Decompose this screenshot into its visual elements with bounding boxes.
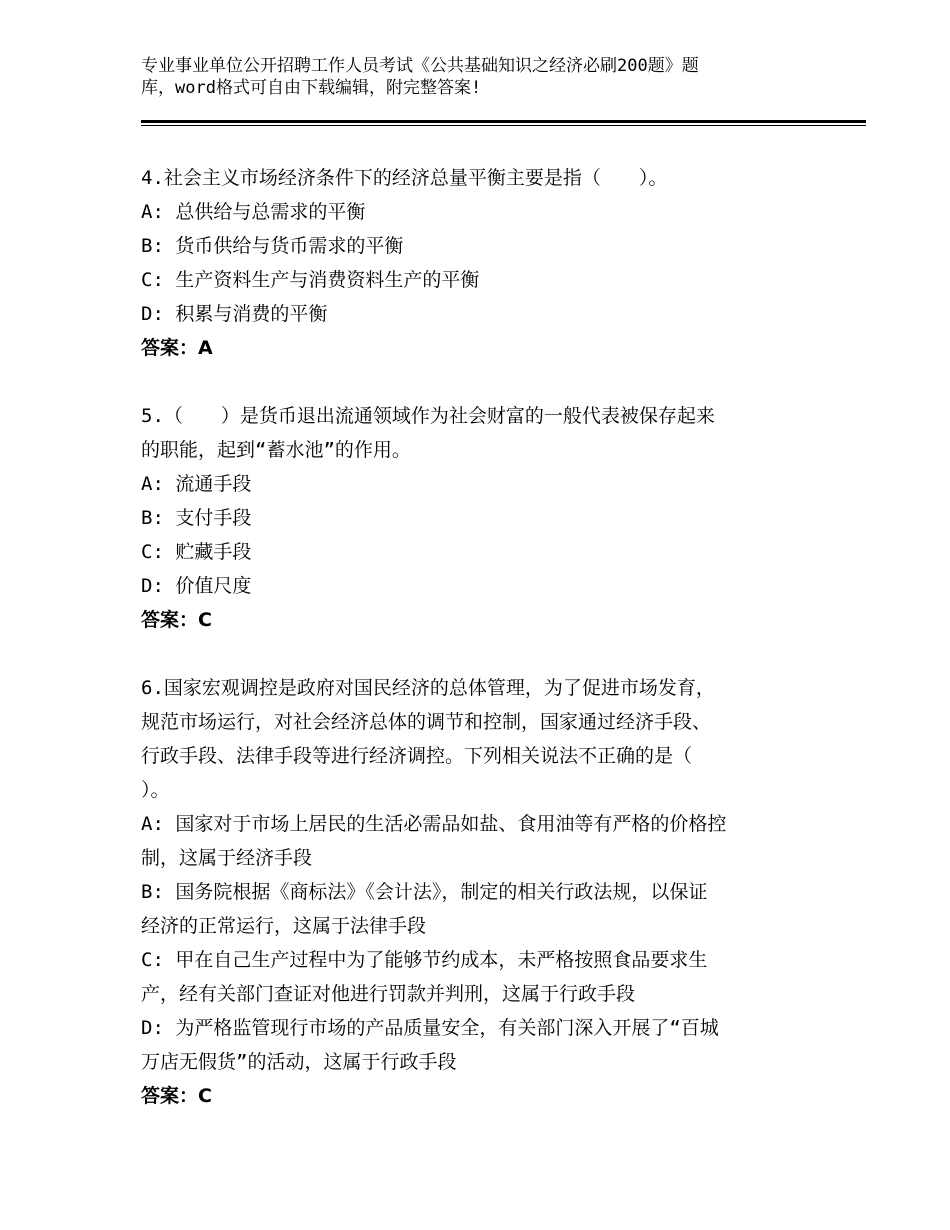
question-stem: ）。 — [141, 779, 170, 801]
question-6 — [141, 671, 811, 1113]
question-4 — [141, 161, 811, 365]
answer-label: 答案：A — [141, 337, 213, 359]
option-d: 万店无假货”的活动，这属于行政手段 — [141, 1051, 457, 1073]
option-c: C: 甲在自己生产过程中为了能够节约成本，未严格按照食品要求生 — [141, 949, 708, 971]
option-a: A: 国家对于市场上居民的生活必需品如盐、食用油等有严格的价格控 — [141, 813, 727, 835]
option-c: C: 生产资料生产与消费资料生产的平衡 — [141, 269, 480, 291]
option-b: 经济的正常运行，这属于法律手段 — [141, 915, 427, 937]
option-c: 产，经有关部门查证对他进行罚款并判刑，这属于行政手段 — [141, 983, 636, 1005]
answer-label: 答案：C — [141, 1085, 212, 1107]
option-c: C: 贮藏手段 — [141, 541, 252, 563]
header-line: 专业事业单位公开招聘工作人员考试《公共基础知识之经济必刷200题》题 — [141, 56, 699, 76]
question-stem: 5.（ ）是货币退出流通领域作为社会财富的一般代表被保存起来 — [141, 405, 715, 427]
question-stem: 行政手段、法律手段等进行经济调控。下列相关说法不正确的是（ — [141, 745, 693, 767]
option-a: A: 流通手段 — [141, 473, 252, 495]
questions-list — [141, 161, 811, 1147]
question-stem: 4.社会主义市场经济条件下的经济总量平衡主要是指（ ）。 — [141, 167, 668, 189]
question-stem: 规范市场运行，对社会经济总体的调节和控制，国家通过经济手段、 — [141, 711, 712, 733]
option-b: B: 国务院根据《商标法》《会计法》，制定的相关行政法规，以保证 — [141, 881, 708, 903]
option-b: B: 支付手段 — [141, 507, 252, 529]
question-stem: 6.国家宏观调控是政府对国民经济的总体管理，为了促进市场发育， — [141, 677, 715, 699]
answer-label: 答案：C — [141, 609, 212, 631]
header-divider-thick — [141, 120, 866, 123]
option-d: D: 价值尺度 — [141, 575, 252, 597]
option-a: 制，这属于经济手段 — [141, 847, 313, 869]
option-d: D: 积累与消费的平衡 — [141, 303, 328, 325]
question-5 — [141, 399, 811, 637]
question-stem: 的职能，起到“蓄水池”的作用。 — [141, 439, 411, 461]
option-b: B: 货币供给与货币需求的平衡 — [141, 235, 404, 257]
option-d: D: 为严格监管现行市场的产品质量安全，有关部门深入开展了“百城 — [141, 1017, 719, 1039]
header-divider-thin — [141, 125, 866, 126]
document-header — [141, 55, 781, 99]
option-a: A: 总供给与总需求的平衡 — [141, 201, 366, 223]
header-line: 库，word格式可自由下载编辑，附完整答案! — [141, 78, 482, 98]
